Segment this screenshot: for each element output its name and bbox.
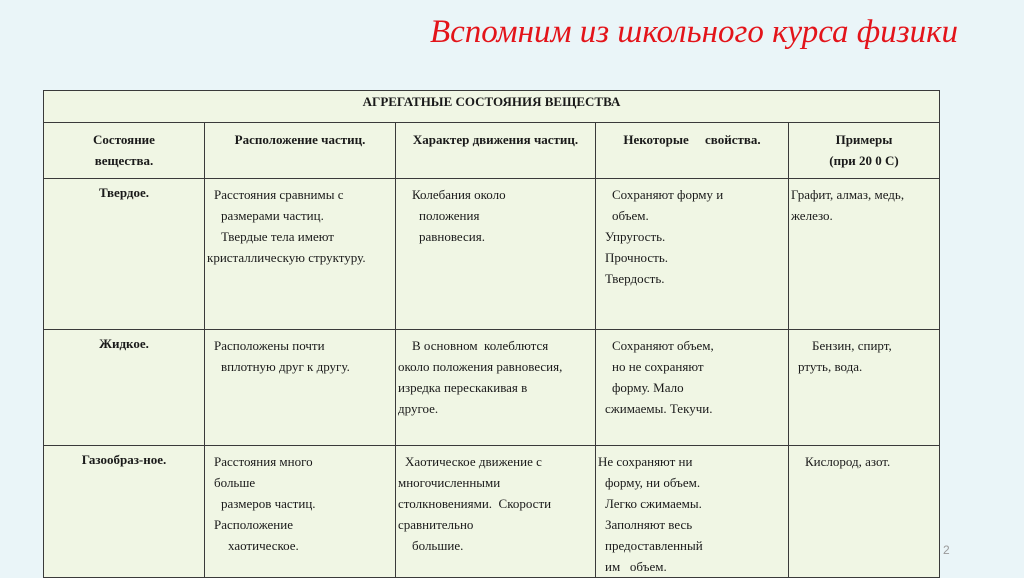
- motion-cell: В основном колеблются около положения равновесия, изредка перескакивая в другое.: [396, 330, 596, 446]
- state-cell: Жидкое.: [44, 330, 205, 446]
- table-row: [44, 179, 940, 330]
- table-caption-row: [44, 91, 940, 123]
- page-number: 2: [943, 543, 950, 557]
- properties-cell: Сохраняют форму и объем. Упругость. Прочность. Твердость.: [596, 179, 789, 330]
- motion-cell: Колебания около положения равновесия.: [396, 179, 596, 330]
- arrangement-cell: Расположены почти вплотную друг к другу.: [205, 330, 396, 446]
- examples-cell: Кислород, азот.: [789, 446, 940, 578]
- arrangement-cell: Расстояния много больше размеров частиц. Расположение хаотическое.: [205, 446, 396, 578]
- header-state: Состояние вещества.: [44, 123, 205, 179]
- properties-cell: Сохраняют объем, но не сохраняют форму. Мало сжимаемы. Текучи.: [596, 330, 789, 446]
- table-row: [44, 446, 940, 578]
- examples-cell: Бензин, спирт, ртуть, вода.: [789, 330, 940, 446]
- header-motion: Характер движения частиц.: [396, 123, 596, 179]
- motion-cell: Хаотическое движение с многочисленными столкновениями. Скорости сравнительно большие.: [396, 446, 596, 578]
- properties-cell: Не сохраняют ни форму, ни объем. Легко сжимаемы. Заполняют весь предоставленный им объем.: [596, 446, 789, 578]
- aggregate-states-table: [43, 90, 940, 578]
- table-header-row: [44, 123, 940, 179]
- header-arrangement: Расположение частиц.: [205, 123, 396, 179]
- state-cell: Твердое.: [44, 179, 205, 330]
- header-properties: Некоторые свойства.: [596, 123, 789, 179]
- slide-title: Вспомним из школьного курса физики: [430, 14, 959, 50]
- header-examples: Примеры (при 20 0 С): [789, 123, 940, 179]
- arrangement-cell: Расстояния сравнимы с размерами частиц. Твердые тела имеют кристаллическую структуру.: [205, 179, 396, 330]
- examples-cell: Графит, алмаз, медь, железо.: [789, 179, 940, 330]
- table-caption: АГРЕГАТНЫЕ СОСТОЯНИЯ ВЕЩЕСТВА: [44, 91, 940, 123]
- table-row: [44, 330, 940, 446]
- state-cell: Газообраз-ное.: [44, 446, 205, 578]
